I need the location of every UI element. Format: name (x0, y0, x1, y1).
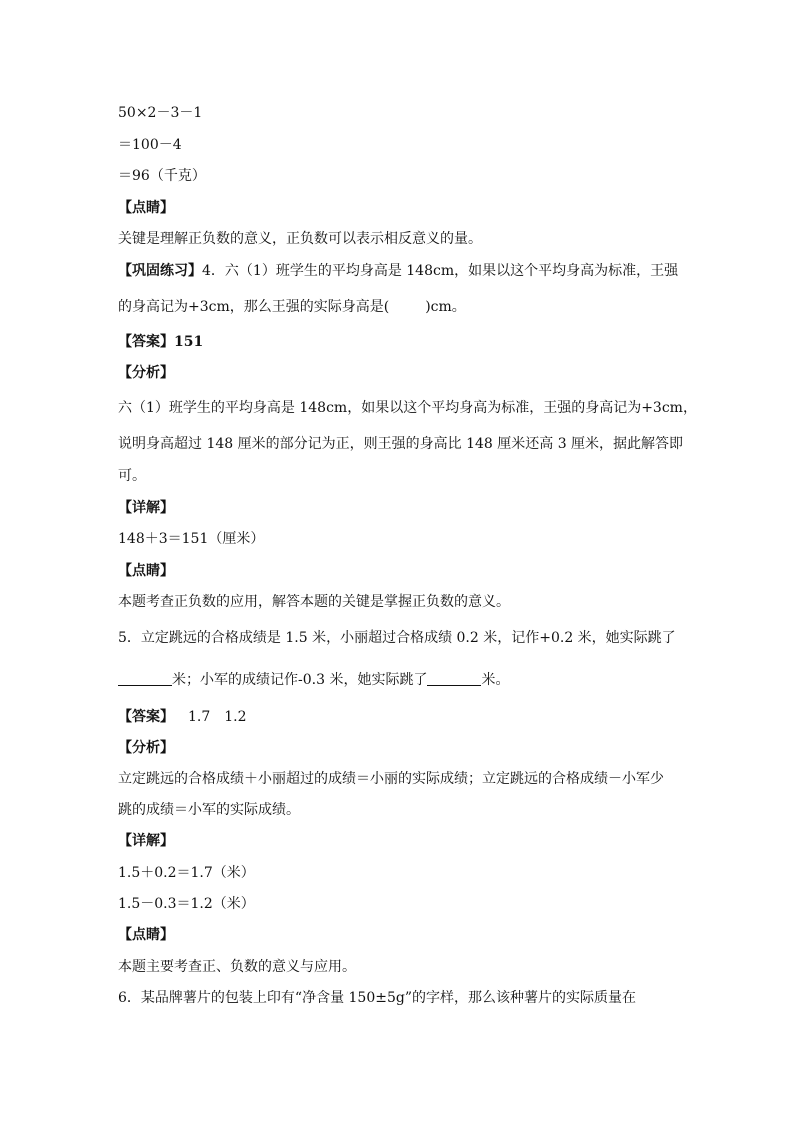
answer-line-2 (118, 708, 247, 726)
question-4-text-a: 的身高记为+3cm，那么王强的实际身高是( (118, 299, 390, 315)
answer-text: 【答案】151 (118, 334, 204, 350)
section-heading-dianjing: 【点睛】 (118, 200, 174, 216)
detail-line: 148＋3＝151（厘米） (118, 531, 265, 547)
comment-line-2: 本题考查正负数的应用，解答本题的关键是掌握正负数的意义。 (118, 594, 510, 610)
question-4-text: 4．六（1）班学生的平均身高是 148cm，如果以这个平均身高为标准，王强 (202, 263, 679, 279)
detail-line-2: 1.5＋0.2＝1.7（米） (118, 865, 255, 881)
question-4-text-b: )cm。 (425, 299, 466, 315)
question-4-line-2 (118, 298, 466, 316)
section-heading-xiangjie-2: 【详解】 (118, 833, 174, 849)
analysis-line-2: 说明身高超过 148 厘米的部分记为正，则王强的身高比 148 厘米还高 3 厘米，据此解答即 (118, 436, 684, 452)
section-heading-fenxi: 【分析】 (118, 365, 174, 381)
analysis-line-1: 六（1）班学生的平均身高是 148cm，如果以这个平均身高为标准，王强的身高记为+3cm， (118, 400, 697, 416)
answer-line (118, 333, 203, 351)
answer-value-1: 1.7 (188, 709, 211, 725)
calc-line-3: ＝96（千克） (118, 168, 206, 184)
comment-line-3: 本题主要考查正、负数的意义与应用。 (118, 959, 356, 975)
section-heading-dianjing-3: 【点睛】 (118, 927, 174, 943)
question-4-line-1 (118, 262, 678, 280)
comment-line: 关键是理解正负数的意义，正负数可以表示相反意义的量。 (118, 231, 482, 247)
section-heading-xiangjie: 【详解】 (118, 500, 174, 516)
answer-value-2: 1.2 (224, 709, 247, 725)
question-5-text-b: 米。 (481, 672, 510, 688)
section-heading-dianjing-2: 【点睛】 (118, 563, 174, 579)
calc-line-1: 50×2－3－1 (118, 105, 203, 121)
consolidation-tag: 【巩固练习】 (118, 263, 202, 279)
question-6-line-1: 6．某品牌薯片的包装上印有“净含量 150±5g”的字样，那么该种薯片的实际质量在 (118, 990, 636, 1006)
calc-line-2: ＝100－4 (118, 137, 182, 153)
detail-line-3: 1.5－0.3＝1.2（米） (118, 896, 255, 912)
analysis-line-5: 跳的成绩＝小军的实际成绩。 (118, 802, 300, 818)
question-5-line-1: 5．立定跳远的合格成绩是 1.5 米，小丽超过合格成绩 0.2 米，记作+0.2 米，她实际跳了 (118, 630, 676, 646)
section-heading-fenxi-2: 【分析】 (118, 740, 174, 756)
question-5-text-a: 米；小军的成绩记作-0.3 米，她实际跳了 (172, 672, 428, 688)
answer-blank-2 (427, 671, 481, 686)
answer-tag: 【答案】 (118, 709, 174, 725)
question-5-line-2 (118, 671, 509, 689)
analysis-line-3: 可。 (118, 468, 146, 484)
analysis-line-4: 立定跳远的合格成绩＋小丽超过的成绩＝小丽的实际成绩；立定跳远的合格成绩－小军少 (118, 771, 664, 787)
answer-blank-1 (118, 671, 172, 686)
